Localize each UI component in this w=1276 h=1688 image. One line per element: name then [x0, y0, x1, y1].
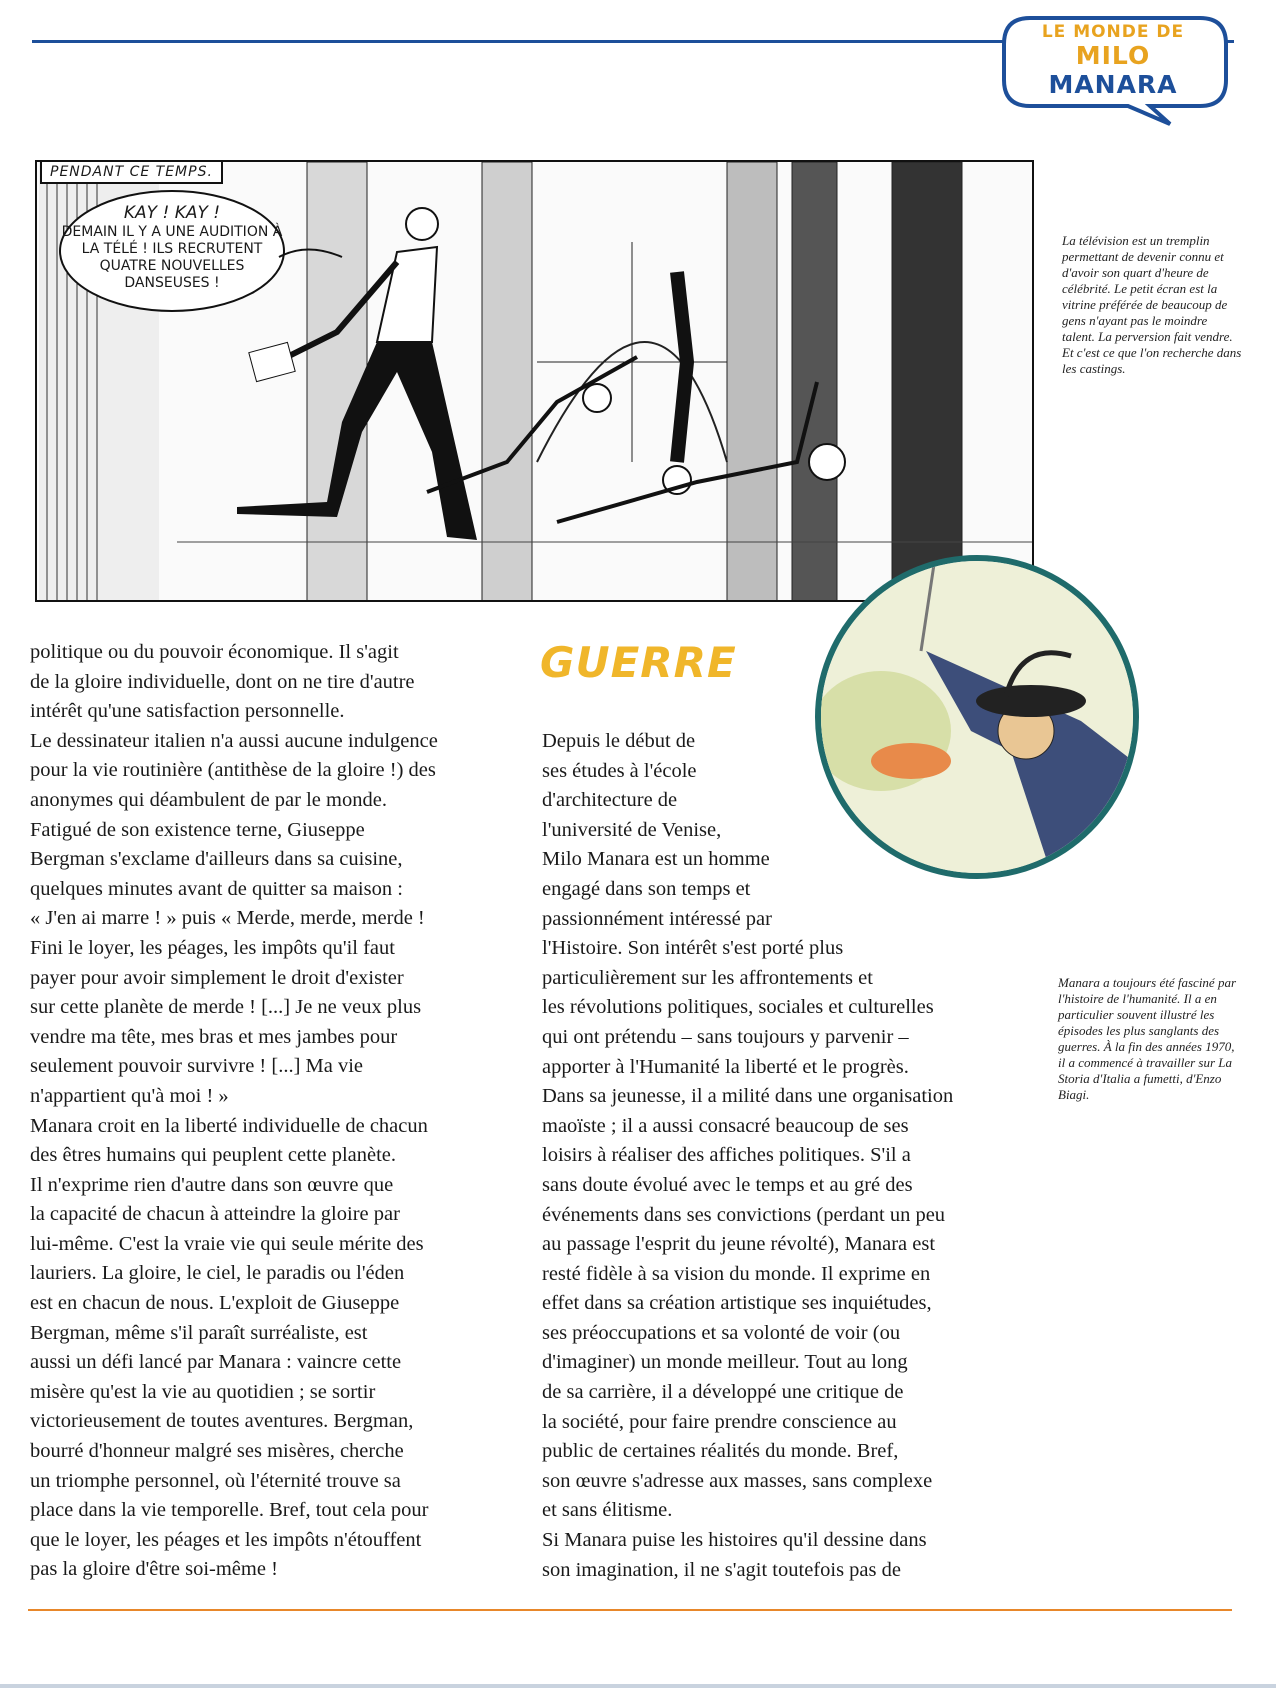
- comic-speech-bubble: [57, 187, 287, 312]
- war-side-note: Manara a toujours été fasciné par l'histoire de l'humanité. Il a en particulier souvent illustré les épisodes les plus sanglants des guerres. À la fin des années 1970, il a commencé à travailler sur La Storia d'Italia a fumetti, d'Enzo Biagi.: [1058, 975, 1237, 1102]
- body-column-2: [542, 727, 1022, 1585]
- column-1-text: politique ou du pouvoir économique. Il s'agit de la gloire individuelle, dont on ne tire d'autre intérêt qu'une satisfaction personnelle. Le dessinateur italien n'a aussi aucune indulgence pour la vie routinière (antithèse de la gloire !) des anonymes qui déambulent de par le monde. Fatigué de son existence terne, Giuseppe Bergman s'exclame d'ailleurs dans sa cuisine, quelques minutes avant de quitter sa maison : « J'en ai marre ! » puis « Merde, merde, merde ! Fini le loyer, les péages, les impôts qu'il faut payer pour avoir simplement le droit d'exister sur cette planète de merde ! [...] Je ne veux plus vendre ma tête, mes bras et mes jambes pour seulement pouvoir survivre ! [...] Ma vie n'appartient qu'à moi ! » Manara croit en la liberté individuelle de chacun des êtres humains qui peuplent cette planète. Il n'exprime rien d'autre dans son œuvre que la capacité de chacun à atteindre la gloire par lui-même. C'est la vraie vie qui seule mérite des lauriers. La gloire, le ciel, le paradis ou l'éden est en chacun de nous. L'exploit de Giuseppe Bergman, même s'il paraît surréaliste, est aussi un défi lancé par Manara : vaincre cette misère qu'est la vie au quotidien ; se sortir victorieusement de toutes aventures. Bergman, bourré d'honneur malgré ses misères, cherche un triomphe personnel, où l'éternité trouve sa place dans la vie temporelle. Bref, tout cela pour que le loyer, les péages et les impôts n'étouffent pas la gloire d'être soi-même !: [30, 641, 438, 1581]
- series-badge: [1000, 10, 1240, 128]
- badge-line-1: LE MONDE DE: [1041, 22, 1185, 42]
- badge-line-2: MILO: [1075, 41, 1151, 70]
- tv-side-note: La télévision est un tremplin permettant de devenir connu et d'avoir son quart d'heure de célébrité. Le petit écran est la vitrine préférée de beaucoup de gens n'ayant pas le moindre talent. La perversion fait vendre. Et c'est ce que l'on recherche dans les castings.: [1062, 233, 1242, 376]
- speech-lead: KAY ! KAY !: [123, 203, 221, 223]
- speech-body: DEMAIN IL Y A UNE AUDITION À LA TÉLÉ ! ILS RECRUTENT QUATRE NOUVELLES DANSEUSES !: [61, 224, 283, 291]
- column-2-text: Depuis le début de ses études à l'école d'architecture de l'université de Venise, Milo Manara est un homme engagé dans son temps et passionnément intéressé par l'Histoire. Son intérêt s'est porté plus particulièrement sur les affrontements et les révolutions politiques, sociales et culturelles qui ont prétendu – sans toujours y parvenir – apporter à l'Humanité la liberté et le progrès. Dans sa jeunesse, il a milité dans une organisation maoïste ; il a aussi consacré beaucoup de ses loisirs à réaliser des affiches politiques. S'il a sans doute évolué avec le temps et au gré des événements dans ses convictions (perdant un peu au passage l'esprit du jeune révolté), Manara est resté fidèle à sa vision du monde. Il exprime en effet dans sa création artistique ses inquiétudes, ses préoccupations et sa volonté de voir (ou d'imaginer) un monde meilleur. Tout au long de sa carrière, il a développé une critique de la société, pour faire prendre conscience au public de certaines réalités du monde. Bref, son œuvre s'adresse aux masses, sans complexe et sans élitisme. Si Manara puise les histoires qu'il dessine dans son imagination, il ne s'agit toutefois pas de: [542, 730, 954, 1581]
- badge-line-3: MANARA: [1048, 70, 1178, 99]
- comic-caption: PENDANT CE TEMPS.: [40, 162, 223, 184]
- top-rule: [32, 40, 1012, 43]
- speech-text: [57, 205, 287, 292]
- badge-text: [1000, 22, 1226, 100]
- section-heading: GUERRE: [540, 638, 737, 687]
- page-foot-strip: [0, 1684, 1276, 1688]
- comic-panel: [35, 160, 1034, 602]
- bottom-rule: [28, 1609, 1232, 1611]
- body-column-1: [30, 638, 505, 1585]
